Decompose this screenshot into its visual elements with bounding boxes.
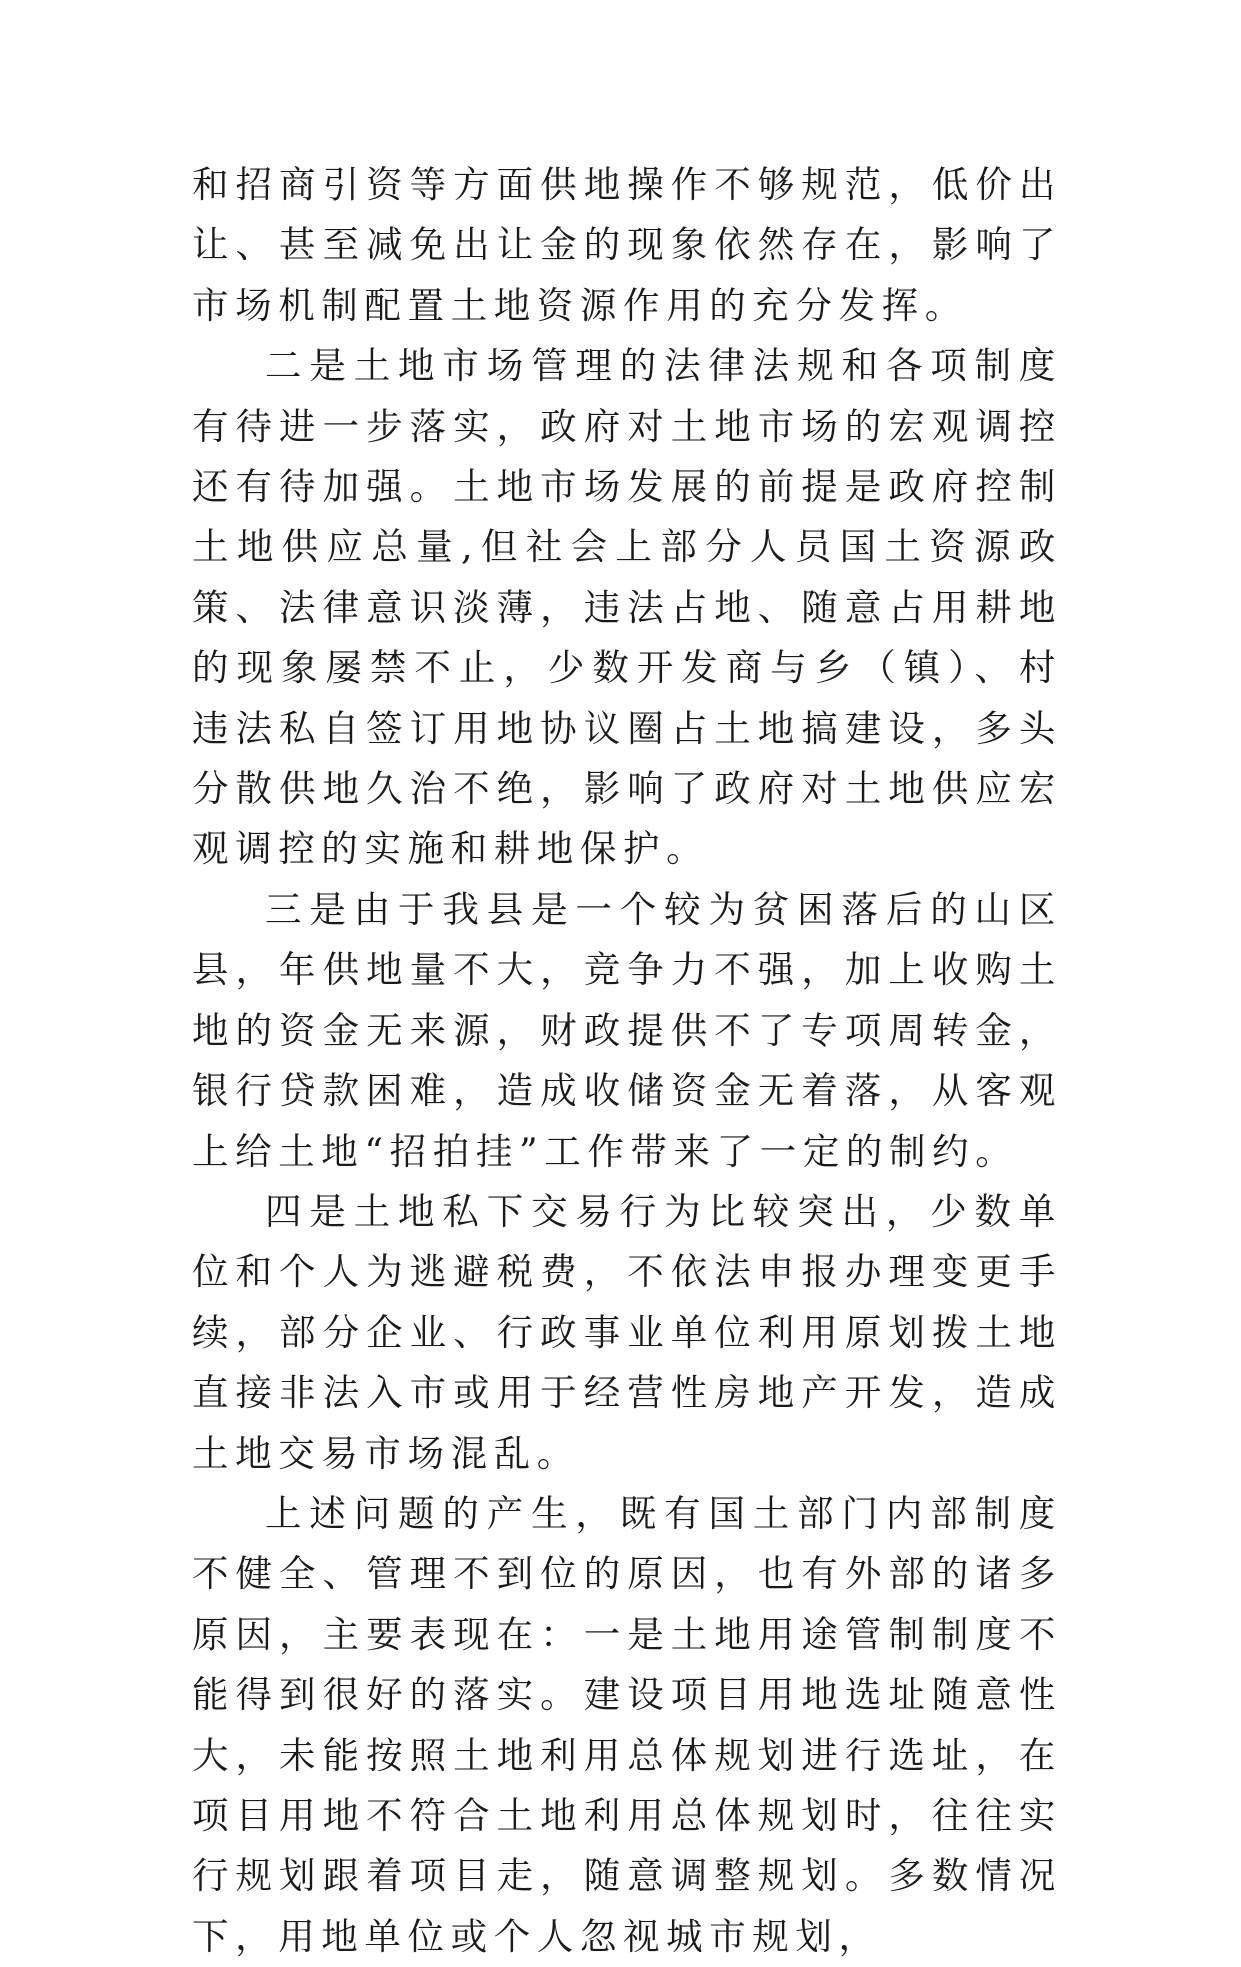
paragraph-2: 二是土地市场管理的法律法规和各项制度有待进一步落实，政府对土地市场的宏观调控还有待加强。土地市场发展的前提是政府控制土地供应总量,但社会上部分人员国土资源政策、法律意识淡薄，违法占地、随意占用耕地的现象屡禁不止，少数开发商与乡（镇）、村违法私自签订用地协议圈占土地搞建设，多头分散供地久治不绝，影响了政府对土地供应宏观调控的实施和耕地保护。 [192, 344, 1062, 871]
document-body [192, 155, 1062, 1967]
paragraph-1: 和招商引资等方面供地操作不够规范，低价出让、甚至减免出让金的现象依然存在，影响了市场机制配置土地资源作用的充分发挥。 [192, 163, 1062, 327]
paragraph-3: 三是由于我县是一个较为贫困落后的山区县，年供地量不大，竞争力不强，加上收购土地的资金无来源，财政提供不了专项周转金，银行贷款困难，造成收储资金无着落，从客观上给土地“招拍挂”工作带来了一定的制约。 [192, 887, 1062, 1173]
paragraph-5: 上述问题的产生，既有国土部门内部制度不健全、管理不到位的原因，也有外部的诸多原因，主要表现在：一是土地用途管制制度不能得到很好的落实。建设项目用地选址随意性大，未能按照土地利用总体规划进行选址，在项目用地不符合土地利用总体规划时，往往实行规划跟着项目走，随意调整规划。多数情况下，用地单位或个人忽视城市规划， [192, 1491, 1062, 1958]
paragraph-4: 四是土地私下交易行为比较突出，少数单位和个人为逃避税费，不依法申报办理变更手续，部分企业、行政事业单位利用原划拨土地直接非法入市或用于经营性房地产开发，造成土地交易市场混乱。 [192, 1189, 1062, 1475]
